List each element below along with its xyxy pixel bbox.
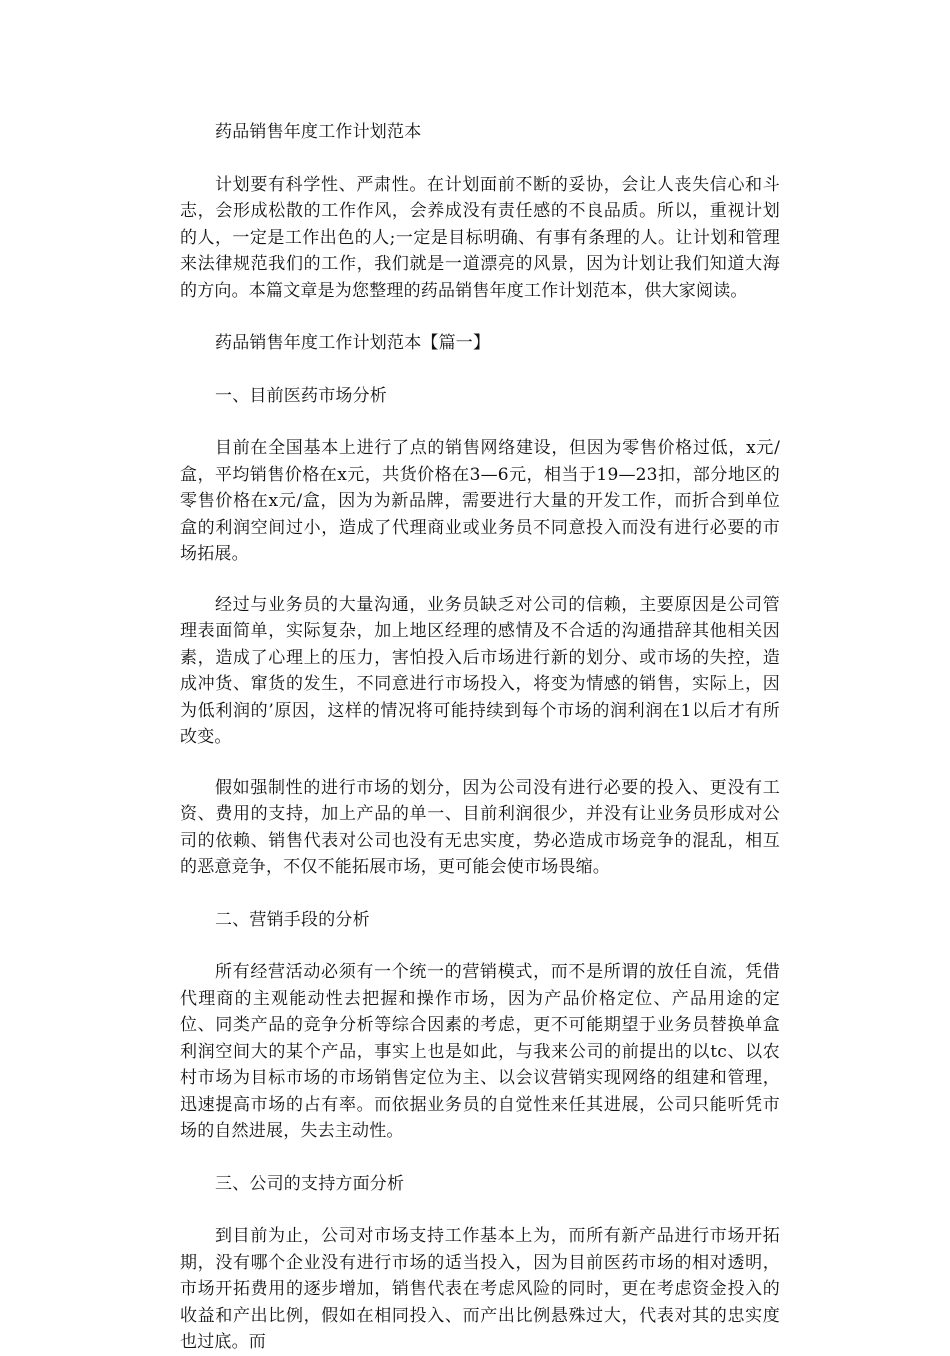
document-title: 药品销售年度工作计划范本 xyxy=(215,122,422,142)
document-body xyxy=(180,119,780,1356)
section-2-paragraph-1: 所有经营活动必须有一个统一的营销模式，而不是所谓的放任自流，凭借代理商的主观能动性去把握和操作市场，因为产品价格定位、产品用途的定位、同类产品的竞争分析等综合因素的考虑，更不可能期望于业务员替换单盒利润空间大的某个产品，事实上也是如此，与我来公司的前提出的以tc、以农村市场为目标市场的市场销售定位为主、以会议营销实现网络的组建和管理，迅速提高市场的占有率。而依据业务员的自觉性来任其进展，公司只能听凭市场的自然进展，失去主动性。 xyxy=(180,962,780,1141)
part-title: 药品销售年度工作计划范本【篇一】 xyxy=(215,333,491,353)
section-3-paragraph-1: 到目前为止，公司对市场支持工作基本上为，而所有新产品进行市场开拓期，没有哪个企业没有进行市场的适当投入，因为目前医药市场的相对透明，市场开拓费用的逐步增加，销售代表在考虑风险的同时，更在考虑资金投入的收益和产出比例，假如在相同投入、而产出比例悬殊过大，代表对其的忠实度也过底。而 xyxy=(180,1226,780,1352)
section-1-paragraph-1: 目前在全国基本上进行了点的销售网络建设，但因为零售价格过低，x元/盒，平均销售价格在x元，共货价格在3—6元，相当于19—23扣，部分地区的零售价格在x元/盒，因为为新品牌，需要进行大量的开发工作，而折合到单位盒的利润空间过小，造成了代理商业或业务员不同意投入而没有进行必要的市场拓展。 xyxy=(180,438,780,564)
section-3-heading: 三、公司的支持方面分析 xyxy=(215,1173,405,1194)
section-1-paragraph-3: 假如强制性的进行市场的划分，因为公司没有进行必要的投入、更没有工资、费用的支持，加上产品的单一、目前利润很少，并没有让业务员形成对公司的依赖、销售代表对公司也没有无忠实度，势必造成市场竞争的混乱，相互的恶意竞争，不仅不能拓展市场，更可能会使市场畏缩。 xyxy=(180,777,780,877)
section-1-paragraph-2: 经过与业务员的大量沟通，业务员缺乏对公司的信赖，主要原因是公司管理表面简单，实际复杂，加上地区经理的感情及不合适的沟通措辞其他相关因素，造成了心理上的压力，害怕投入后市场进行新的划分、或市场的失控，造成冲货、窜货的发生，不同意进行市场投入，将变为情感的销售，实际上，因为低利润的’原因，这样的情况将可能持续到每个市场的润利润在1以后才有所改变。 xyxy=(180,594,780,747)
section-1-heading: 一、目前医药市场分析 xyxy=(215,385,387,406)
intro-paragraph: 计划要有科学性、严肃性。在计划面前不断的妥协，会让人丧失信心和斗志，会形成松散的工作作风，会养成没有责任感的不良品质。所以，重视计划的人，一定是工作出色的人;一定是目标明确、有事有条理的人。让计划和管理来法律规范我们的工作，我们就是一道漂亮的风景，因为计划让我们知道大海的方向。本篇文章是为您整理的药品销售年度工作计划范本，供大家阅读。 xyxy=(180,174,780,301)
section-2-heading: 二、营销手段的分析 xyxy=(215,909,370,930)
